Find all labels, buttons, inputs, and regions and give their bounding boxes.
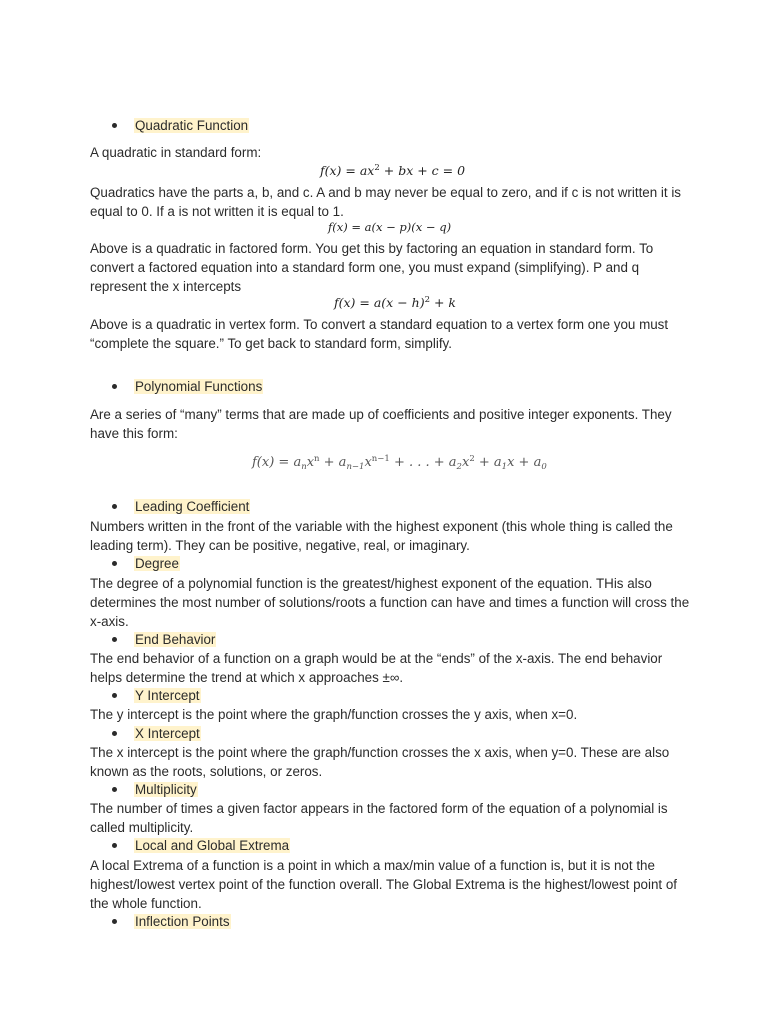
bullet-multiplicity — [112, 780, 198, 799]
bullet-degree — [112, 554, 180, 573]
bullet-local-global-extrema — [112, 836, 290, 855]
heading-y-intercept: Y Intercept — [135, 688, 200, 703]
multiplicity-text: The number of times a given factor appears in the factored form of the equation of a polynomial is called multiplicity. — [90, 801, 668, 835]
bullet-dot-icon — [112, 843, 117, 848]
y-intercept-text: The y intercept is the point where the graph/function crosses the y axis, when x=0. — [90, 707, 578, 722]
bullet-end-behavior — [112, 630, 216, 649]
polynomial-text: Are a series of “many” terms that are made up of coefficients and positive integer exponents. They have this form: — [90, 407, 672, 441]
bullet-dot-icon — [112, 731, 117, 736]
leading-coefficient-text: Numbers written in the front of the variable with the highest exponent (this whole thing is called the leading term). They can be positive, negative, real, or imaginary. — [90, 519, 673, 553]
degree-text: The degree of a polynomial function is the greatest/highest exponent of the equation. THis also determines the most number of solutions/roots a function can have and times a function will cross the x-axis. — [90, 576, 690, 629]
bullet-dot-icon — [112, 561, 117, 566]
bullet-dot-icon — [112, 123, 117, 128]
bullet-inflection-points — [112, 912, 231, 931]
x-intercept-text: The x intercept is the point where the graph/function crosses the x axis, when y=0. These are also known as the roots, solutions, or zeros. — [90, 745, 670, 779]
bullet-y-intercept — [112, 686, 201, 705]
heading-local-global-extrema: Local and Global Extrema — [135, 838, 290, 853]
bullet-x-intercept — [112, 724, 201, 743]
bullet-dot-icon — [112, 693, 117, 698]
heading-inflection-points: Inflection Points — [135, 914, 230, 929]
bullet-dot-icon — [112, 637, 117, 642]
vertex-form-text: Above is a quadratic in vertex form. To convert a standard equation to a vertex form one you must “complete the square.” To get back to standard form, simplify. — [90, 317, 669, 351]
equation-factored-form: f(x) = a(x − p)(x − q) — [328, 220, 452, 234]
bullet-dot-icon — [112, 919, 117, 924]
bullet-dot-icon — [112, 787, 117, 792]
extrema-text: A local Extrema of a function is a point in which a max/min value of a function is, but it is not the highest/lowest vertex point of the function overall. The Global Extrema is the highest/lowest point of the whole function. — [90, 858, 678, 911]
heading-degree: Degree — [135, 556, 179, 571]
bullet-leading-coefficient — [112, 497, 250, 516]
equation-polynomial-form: $f(x) = a_nx^n + a_{n-1}x^{n-1}$ + . . . + $a_2x^2 + a_1x + a_0$ — [252, 454, 547, 472]
heading-end-behavior: End Behavior — [135, 632, 216, 647]
factored-form-text: Above is a quadratic in factored form. You get this by factoring an equation in standard form. To convert a factored equation into a standard form one, you must expand (simplifying). P and q represent the x intercepts — [90, 241, 654, 294]
heading-leading-coefficient: Leading Coefficient — [135, 499, 250, 514]
bullet-dot-icon — [112, 504, 117, 509]
equation-vertex-form: $f(x) = a(x - h)^2 + k$ — [334, 295, 456, 310]
bullet-dot-icon — [112, 384, 117, 389]
quadratic-parts-text: Quadratics have the parts a, b, and c. A and b may never be equal to zero, and if c is not written it is equal to 0. If a is not written it is equal to 1. — [90, 185, 682, 219]
heading-quadratic-function: Quadratic Function — [135, 118, 249, 133]
bullet-quadratic-function — [112, 116, 249, 135]
quadratic-intro-text: A quadratic in standard form: — [90, 145, 262, 160]
heading-polynomial-functions: Polynomial Functions — [135, 379, 263, 394]
end-behavior-text: The end behavior of a function on a graph would be at the “ends” of the x-axis. The end behavior helps determine the trend at which x approaches ±∞. — [90, 651, 663, 685]
heading-x-intercept: X Intercept — [135, 726, 200, 741]
equation-standard-form: $f(x) = ax^2$ + bx + c = 0 — [320, 163, 466, 178]
heading-multiplicity: Multiplicity — [135, 782, 197, 797]
bullet-polynomial-functions — [112, 377, 263, 396]
